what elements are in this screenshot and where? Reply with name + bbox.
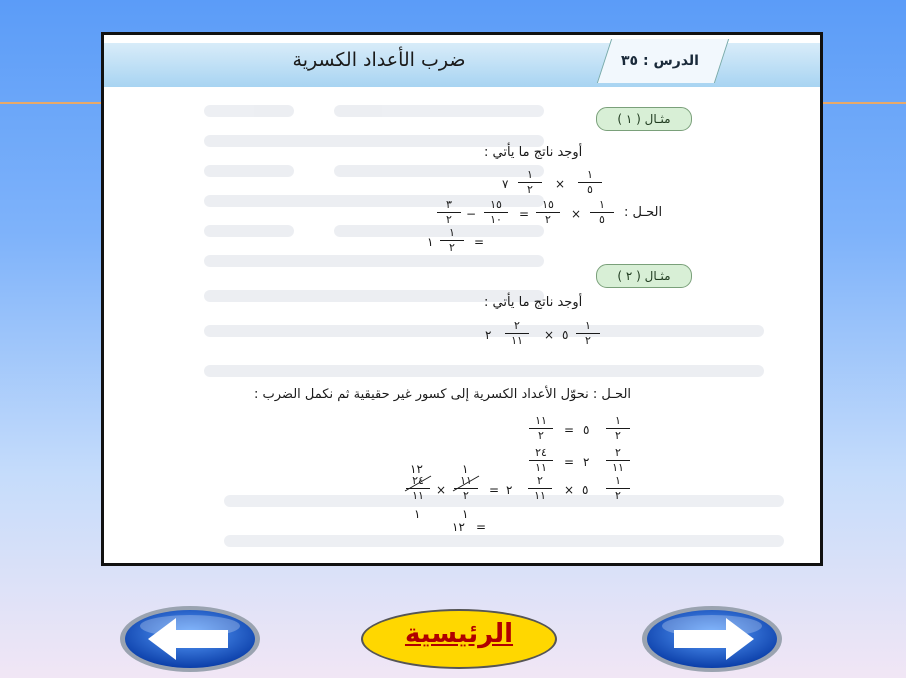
fraction: ٢ ١١ [528, 475, 552, 502]
home-label: الرئيسية [404, 619, 514, 649]
fraction: ٢٤ ١١ [529, 447, 553, 474]
left-arrow-icon [118, 604, 262, 674]
example-2-solution-text: الحـل : نحوّل الأعداد الكسرية إلى كسور غير حقيقية ثم نكمل الضرب : [254, 387, 632, 402]
fraction: ١ ٥ [590, 199, 614, 226]
right-arrow-icon [640, 604, 784, 674]
fraction: ١ ٢ [518, 169, 542, 196]
example-2-pill: مثـال ( ٢ ) [596, 264, 692, 288]
home-button[interactable] [361, 609, 557, 669]
decor-line-right [820, 102, 906, 104]
fraction: ١٥ ١٠ [484, 199, 508, 226]
fraction: ١ ٢ [440, 227, 464, 254]
fraction: ١ ٢ [576, 320, 600, 347]
fraction: ١ ٥ [578, 169, 602, 196]
example-1-prompt: أوجد ناتج ما يأتي : [484, 145, 583, 160]
fraction: ١ ٢ [606, 415, 630, 442]
fraction: ٣ ٢ [437, 199, 461, 226]
decor-line-left [0, 102, 101, 104]
lesson-number: الدرس : ٣٥ [621, 53, 699, 69]
back-button[interactable] [118, 604, 262, 674]
lesson-title: ضرب الأعداد الكسرية [292, 49, 466, 71]
fraction: ١١ ٢ [529, 415, 553, 442]
next-button[interactable] [640, 604, 784, 674]
fraction: ١٥ ٢ [536, 199, 560, 226]
textbook-page: الدرس : ٣٥ ضرب الأعداد الكسرية مثـال ( ١ ) أوجد ناتج ما يأتي : ٧ ١ ٢ × ١ ٥ ٣ ٢ − ١٥ ١٠ = ١٥ ٢ × ١ ٥ الحـل : ١ ١ ٢ = مثـال ( ٢ ) أوجد ناتج ما يأتي : ٢ ٢ ١١ × ٥ ١ ٢ الحـل : نحوّل الأعداد الكسرية إلى كسور غير حقيقية ثم نكمل الضرب : ١١ ٢ = ٥ ١ ٢ ٢٤ ١١ = ٢ ٢ ١١ ١٢ ٢٤ ١١ ١ × ١ ١١ ٢ ١ = ٢ ٢ ١١ × ٥ ١ ٢ ١٢ = [101, 32, 823, 566]
fraction: ٢ ١١ [606, 447, 630, 474]
fraction: ١١ ٢ [454, 475, 478, 502]
example-2-prompt: أوجد ناتج ما يأتي : [484, 295, 583, 310]
fraction: ٢٤ ١١ [406, 475, 430, 502]
fraction: ٢ ١١ [505, 320, 529, 347]
solution-label: الحـل : [624, 205, 663, 220]
example-1-pill: مثـال ( ١ ) [596, 107, 692, 131]
fraction: ١ ٢ [606, 475, 630, 502]
